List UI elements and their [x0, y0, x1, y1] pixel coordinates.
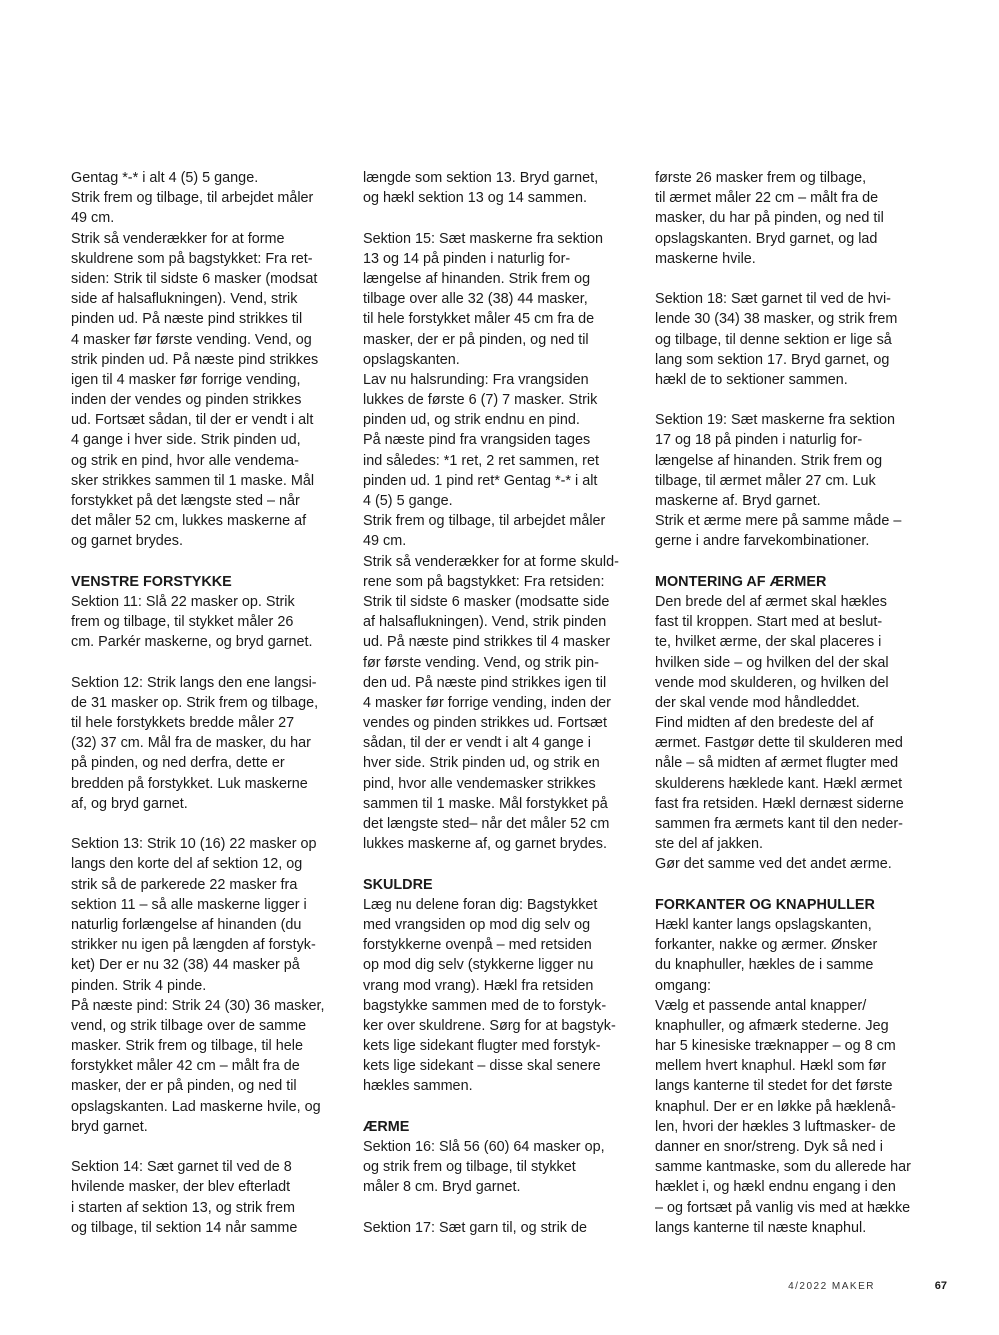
text-line: strikker nu igen på længden af forstyk-	[71, 937, 316, 954]
text-line: igen til 4 masker før forrige vending,	[71, 371, 301, 388]
text-line: fast til kroppen. Start med at beslut-	[655, 614, 883, 631]
text-line: siden: Strik til sidste 6 masker (modsat	[71, 270, 318, 287]
text-line: længde som sektion 13. Bryd garnet,	[363, 170, 599, 186]
text-line: Sektion 17: Sæt garn til, og strik de	[363, 1219, 587, 1236]
text-line: langs kanterne til stedet for det første	[655, 1078, 893, 1095]
text-line: rene som på bagstykket: Fra retsiden:	[363, 573, 605, 590]
text-line: forstykkerne ovenpå – med retsiden	[363, 937, 592, 954]
text-line: På næste pind fra vrangsiden tages	[363, 432, 591, 449]
text-line: vendes og pinden strikkes ud. Fortsæt	[363, 715, 607, 732]
text-line: – og fortsæt på vanlig vis med at hække	[655, 1199, 911, 1216]
paragraph-gap	[655, 269, 935, 289]
text-line: længelse af hinanden. Strik frem og	[363, 270, 591, 287]
text-line: 49 cm.	[363, 533, 407, 550]
text-line: skulderens hæklede kant. Hækl ærmet	[655, 775, 903, 792]
text-line: ærmet. Fastgør dette til skulderen med	[655, 735, 903, 752]
text-line: kets lige sidekant – disse skal senere	[363, 1058, 601, 1075]
text-line: Strik så venderækker for at forme skuld-	[363, 553, 619, 570]
text-line: og hækl sektion 13 og 14 sammen.	[363, 190, 587, 207]
text-line: til ærmet måler 22 cm – målt fra de	[655, 190, 879, 207]
text-line: langs den korte del af sektion 12, og	[71, 856, 303, 873]
text-line: af halsaflukningen). Vend, strik pinden	[363, 614, 607, 631]
text-line: sammen til 1 maske. Mål forstykket på	[363, 795, 608, 812]
text-line: omgang:	[655, 977, 712, 994]
text-line: strik så de parkerede 22 masker fra	[71, 876, 298, 893]
text-line: 4 masker før forrige vending, inden der	[363, 694, 611, 711]
text-line: 49 cm.	[71, 210, 115, 227]
text-line: lende 30 (34) 38 masker, og strik frem	[655, 311, 898, 328]
text-line: af, og bryd garnet.	[71, 795, 188, 812]
text-line: På næste pind: Strik 24 (30) 36 masker,	[71, 997, 325, 1014]
text-line: Strik frem og tilbage, til arbejdet måler	[363, 513, 606, 530]
text-line: Find midten af den bredeste del af	[655, 715, 874, 732]
text-line: på pinden, og ned derfra, dette er	[71, 755, 285, 772]
text-line: før første vending. Vend, og strik pin-	[363, 654, 599, 671]
paragraph-gap	[363, 1198, 643, 1218]
text-line: til hele forstykket måler 45 cm fra de	[363, 311, 595, 328]
text-line: Sektion 12: Strik langs den ene langsi-	[71, 674, 317, 691]
section-heading: FORKANTER OG KNAPHULLER	[655, 896, 875, 913]
text-line: det måler 52 cm, lukkes maskerne af	[71, 513, 307, 530]
text-line: og strik frem og tilbage, til stykket	[363, 1159, 576, 1176]
text-line: len, hvori der hækles 3 luftmasker- de	[655, 1118, 896, 1135]
text-line: og garnet brydes.	[71, 533, 183, 550]
text-line: tilbage over alle 32 (38) 44 masker,	[363, 291, 588, 308]
text-line: forstykket måler 42 cm – målt fra de	[71, 1058, 300, 1075]
text-column-1	[71, 168, 351, 1238]
text-line: frem og tilbage, til stykket måler 26	[71, 614, 294, 631]
text-line: naturlig forlængelse af hinanden (du	[71, 916, 302, 933]
section-heading: ÆRME	[363, 1118, 410, 1135]
text-line: vende mod skulderen, og hvilken del	[655, 674, 889, 691]
text-line: side af halsaflukningen). Vend, strik	[71, 291, 298, 308]
paragraph-gap	[363, 208, 643, 228]
text-line: 13 og 14 på pinden i naturlig for-	[363, 250, 571, 267]
text-line: sker strikkes sammen til 1 maske. Mål	[71, 472, 315, 489]
text-line: ker over skuldrene. Sørg for at bagstyk-	[363, 1017, 616, 1034]
text-line: Sektion 16: Slå 56 (60) 64 masker op,	[363, 1139, 605, 1155]
text-line: længelse af hinanden. Strik frem og	[655, 452, 883, 469]
text-line: pinden ud. På næste pind strikkes til	[71, 311, 303, 328]
text-line: 4 masker før første vending. Vend, og	[71, 331, 312, 348]
text-line: cm. Parkér maskerne, og bryd garnet.	[71, 634, 313, 651]
page-footer	[0, 1280, 999, 1296]
text-line: langs kanterne til næste knaphul.	[655, 1219, 867, 1236]
text-column-2	[363, 168, 643, 1238]
text-line: pinden ud. 1 pind ret* Gentag *-* i alt	[363, 472, 598, 489]
paragraph-gap	[71, 1137, 351, 1157]
text-line: Sektion 18: Sæt garnet til ved de hvi-	[655, 291, 891, 308]
text-line: og tilbage, til sektion 14 når samme	[71, 1219, 298, 1236]
text-line: første 26 masker frem og tilbage,	[655, 170, 867, 186]
text-line: Sektion 19: Sæt maskerne fra sektion	[655, 412, 895, 429]
text-line: skuldrene som på bagstykket: Fra ret-	[71, 250, 313, 267]
text-line: pinden. Strik 4 pinde.	[71, 977, 207, 994]
text-line: du knaphuller, hækles de i samme	[655, 957, 874, 974]
text-line: masker, du har på pinden, og ned til	[655, 210, 884, 227]
text-line: Gentag *-* i alt 4 (5) 5 gange.	[71, 170, 259, 186]
text-line: sektion 11 – så alle maskerne ligger i	[71, 896, 307, 913]
text-line: inden der vendes og pinden strikkes	[71, 392, 302, 409]
section-heading: MONTERING AF ÆRMER	[655, 573, 827, 590]
text-line: fast fra retsiden. Hækl dernæst siderne	[655, 795, 904, 812]
text-line: knaphul. Der er en løkke på hæklenå-	[655, 1098, 896, 1115]
text-line: den ud. På næste pind strikkes igen til	[363, 674, 607, 691]
text-line: masker, der er på pinden, og ned til	[363, 331, 589, 348]
text-line: opslagskanten. Lad maskerne hvile, og	[71, 1098, 321, 1115]
text-line: bredden på forstykket. Luk maskerne	[71, 775, 308, 792]
text-line: pinden ud, og strik endnu en pind.	[363, 412, 580, 429]
paragraph-gap	[71, 814, 351, 834]
text-line: der skal vende mod håndleddet.	[655, 694, 860, 711]
text-line: danner en snor/streng. Dyk så ned i	[655, 1139, 883, 1155]
paragraph-gap	[655, 552, 935, 572]
text-line: de 31 masker op. Strik frem og tilbage,	[71, 694, 319, 711]
text-line: har 5 kinesiske træknapper – og 8 cm	[655, 1038, 896, 1055]
issue-label: 4/2022 MAKER	[788, 1281, 875, 1292]
text-line: Vælg et passende antal knapper/	[655, 997, 867, 1014]
text-line: sådan, til der er vendt i alt 4 gange i	[363, 735, 591, 752]
section-heading: SKULDRE	[363, 876, 433, 893]
paragraph-gap	[71, 552, 351, 572]
text-line: sammen fra ærmets kant til den neder-	[655, 816, 903, 832]
text-line: bagstykke sammen med de to forstyk-	[363, 997, 607, 1014]
text-line: kets lige sidekant flugter med forstyk-	[363, 1038, 601, 1055]
text-line: vend, og strik tilbage over de samme	[71, 1017, 307, 1034]
text-line: hver side. Strik pinden ud, og strik en	[363, 755, 600, 772]
text-line: lang som sektion 17. Bryd garnet, og	[655, 351, 890, 368]
text-line: lukkes de første 6 (7) 7 masker. Strik	[363, 392, 598, 409]
text-line: Den brede del af ærmet skal hækles	[655, 593, 887, 610]
text-line: mellem hvert knaphul. Hækl som før	[655, 1058, 887, 1075]
text-line: til hele forstykkets bredde måler 27	[71, 715, 295, 732]
text-line: Strik et ærme mere på samme måde –	[655, 513, 902, 530]
text-line: hæklet i, og hækl endnu engang i den	[655, 1179, 896, 1196]
text-line: Sektion 15: Sæt maskerne fra sektion	[363, 230, 603, 247]
text-line: 4 gange i hver side. Strik pinden ud,	[71, 432, 301, 449]
text-line: op mod dig selv (stykkerne ligger nu	[363, 957, 594, 974]
text-line: hvilende masker, der blev efterladt	[71, 1179, 291, 1196]
text-line: Sektion 11: Slå 22 masker op. Strik	[71, 593, 295, 610]
paragraph-gap	[363, 854, 643, 874]
paragraph-gap	[655, 875, 935, 895]
text-line: måler 8 cm. Bryd garnet.	[363, 1179, 521, 1196]
text-line: 4 (5) 5 gange.	[363, 493, 453, 509]
paragraph-gap	[655, 390, 935, 410]
text-line: Sektion 14: Sæt garnet til ved de 8	[71, 1159, 292, 1176]
text-line: hækles sammen.	[363, 1078, 473, 1095]
text-line: lukkes maskerne af, og garnet brydes.	[363, 836, 607, 853]
text-line: 17 og 18 på pinden i naturlig for-	[655, 432, 863, 449]
text-line: (32) 37 cm. Mål fra de masker, du har	[71, 735, 311, 752]
text-column-3	[655, 168, 935, 1238]
text-line: tilbage, til ærmet måler 27 cm. Luk	[655, 472, 876, 489]
text-line: maskerne hvile.	[655, 250, 756, 267]
text-line: vrang mod vrang). Hækl fra retsiden	[363, 977, 594, 994]
text-line: ud. På næste pind strikkes til 4 masker	[363, 634, 611, 651]
text-line: strik pinden ud. På næste pind strikkes	[71, 351, 319, 368]
text-line: opslagskanten.	[363, 351, 460, 368]
text-line: ind således: *1 ret, 2 ret sammen, ret	[363, 452, 599, 469]
text-line: pind, hvor alle vendemasker strikkes	[363, 775, 596, 792]
text-line: te, hvilket ærme, der skal placeres i	[655, 634, 882, 651]
paragraph-gap	[363, 1097, 643, 1117]
text-line: og tilbage, til denne sektion er lige så	[655, 331, 892, 348]
text-line: Sektion 13: Strik 10 (16) 22 masker op	[71, 836, 317, 853]
text-line: hvilken side – og hvilken del der skal	[655, 654, 889, 671]
text-line: ste del af jakken.	[655, 836, 763, 853]
text-line: med vrangsiden op mod dig selv og	[363, 916, 591, 933]
text-line: og strik en pind, hvor alle vendema-	[71, 452, 299, 469]
page-number: 67	[934, 1280, 947, 1292]
text-line: masker. Strik frem og tilbage, til hele	[71, 1038, 303, 1055]
text-line: nåle – så midten af ærmet flugter med	[655, 755, 899, 772]
text-line: gerne i andre farvekombinationer.	[655, 533, 870, 550]
paragraph-gap	[71, 653, 351, 673]
text-line: Strik til sidste 6 masker (modsatte side	[363, 593, 610, 610]
text-line: bryd garnet.	[71, 1118, 148, 1135]
text-line: forstykket på det længste sted – når	[71, 493, 300, 509]
text-line: i starten af sektion 13, og strik frem	[71, 1199, 295, 1216]
text-line: Gør det samme ved det andet ærme.	[655, 856, 892, 873]
text-line: Hækl kanter langs opslagskanten,	[655, 916, 872, 933]
text-line: hækl de to sektioner sammen.	[655, 371, 848, 388]
text-line: knaphuller, og afmærk stederne. Jeg	[655, 1017, 889, 1034]
text-line: Strik frem og tilbage, til arbejdet måler	[71, 190, 314, 207]
section-heading: VENSTRE FORSTYKKE	[71, 573, 232, 590]
text-line: maskerne af. Bryd garnet.	[655, 493, 821, 509]
text-line: Strik så venderækker for at forme	[71, 230, 285, 247]
text-line: opslagskanten. Bryd garnet, og lad	[655, 230, 878, 247]
text-line: Læg nu delene foran dig: Bagstykket	[363, 896, 598, 913]
text-line: ud. Fortsæt sådan, til der er vendt i alt	[71, 412, 314, 429]
text-line: masker, der er på pinden, og ned til	[71, 1078, 297, 1095]
text-line: forkanter, nakke og ærmer. Ønsker	[655, 937, 878, 954]
text-line: ket) Der er nu 32 (38) 44 masker på	[71, 957, 300, 974]
text-line: Lav nu halsrunding: Fra vrangsiden	[363, 371, 589, 388]
text-line: det længste sted– når det måler 52 cm	[363, 816, 610, 832]
text-line: samme kantmaske, som du allerede har	[655, 1159, 911, 1176]
